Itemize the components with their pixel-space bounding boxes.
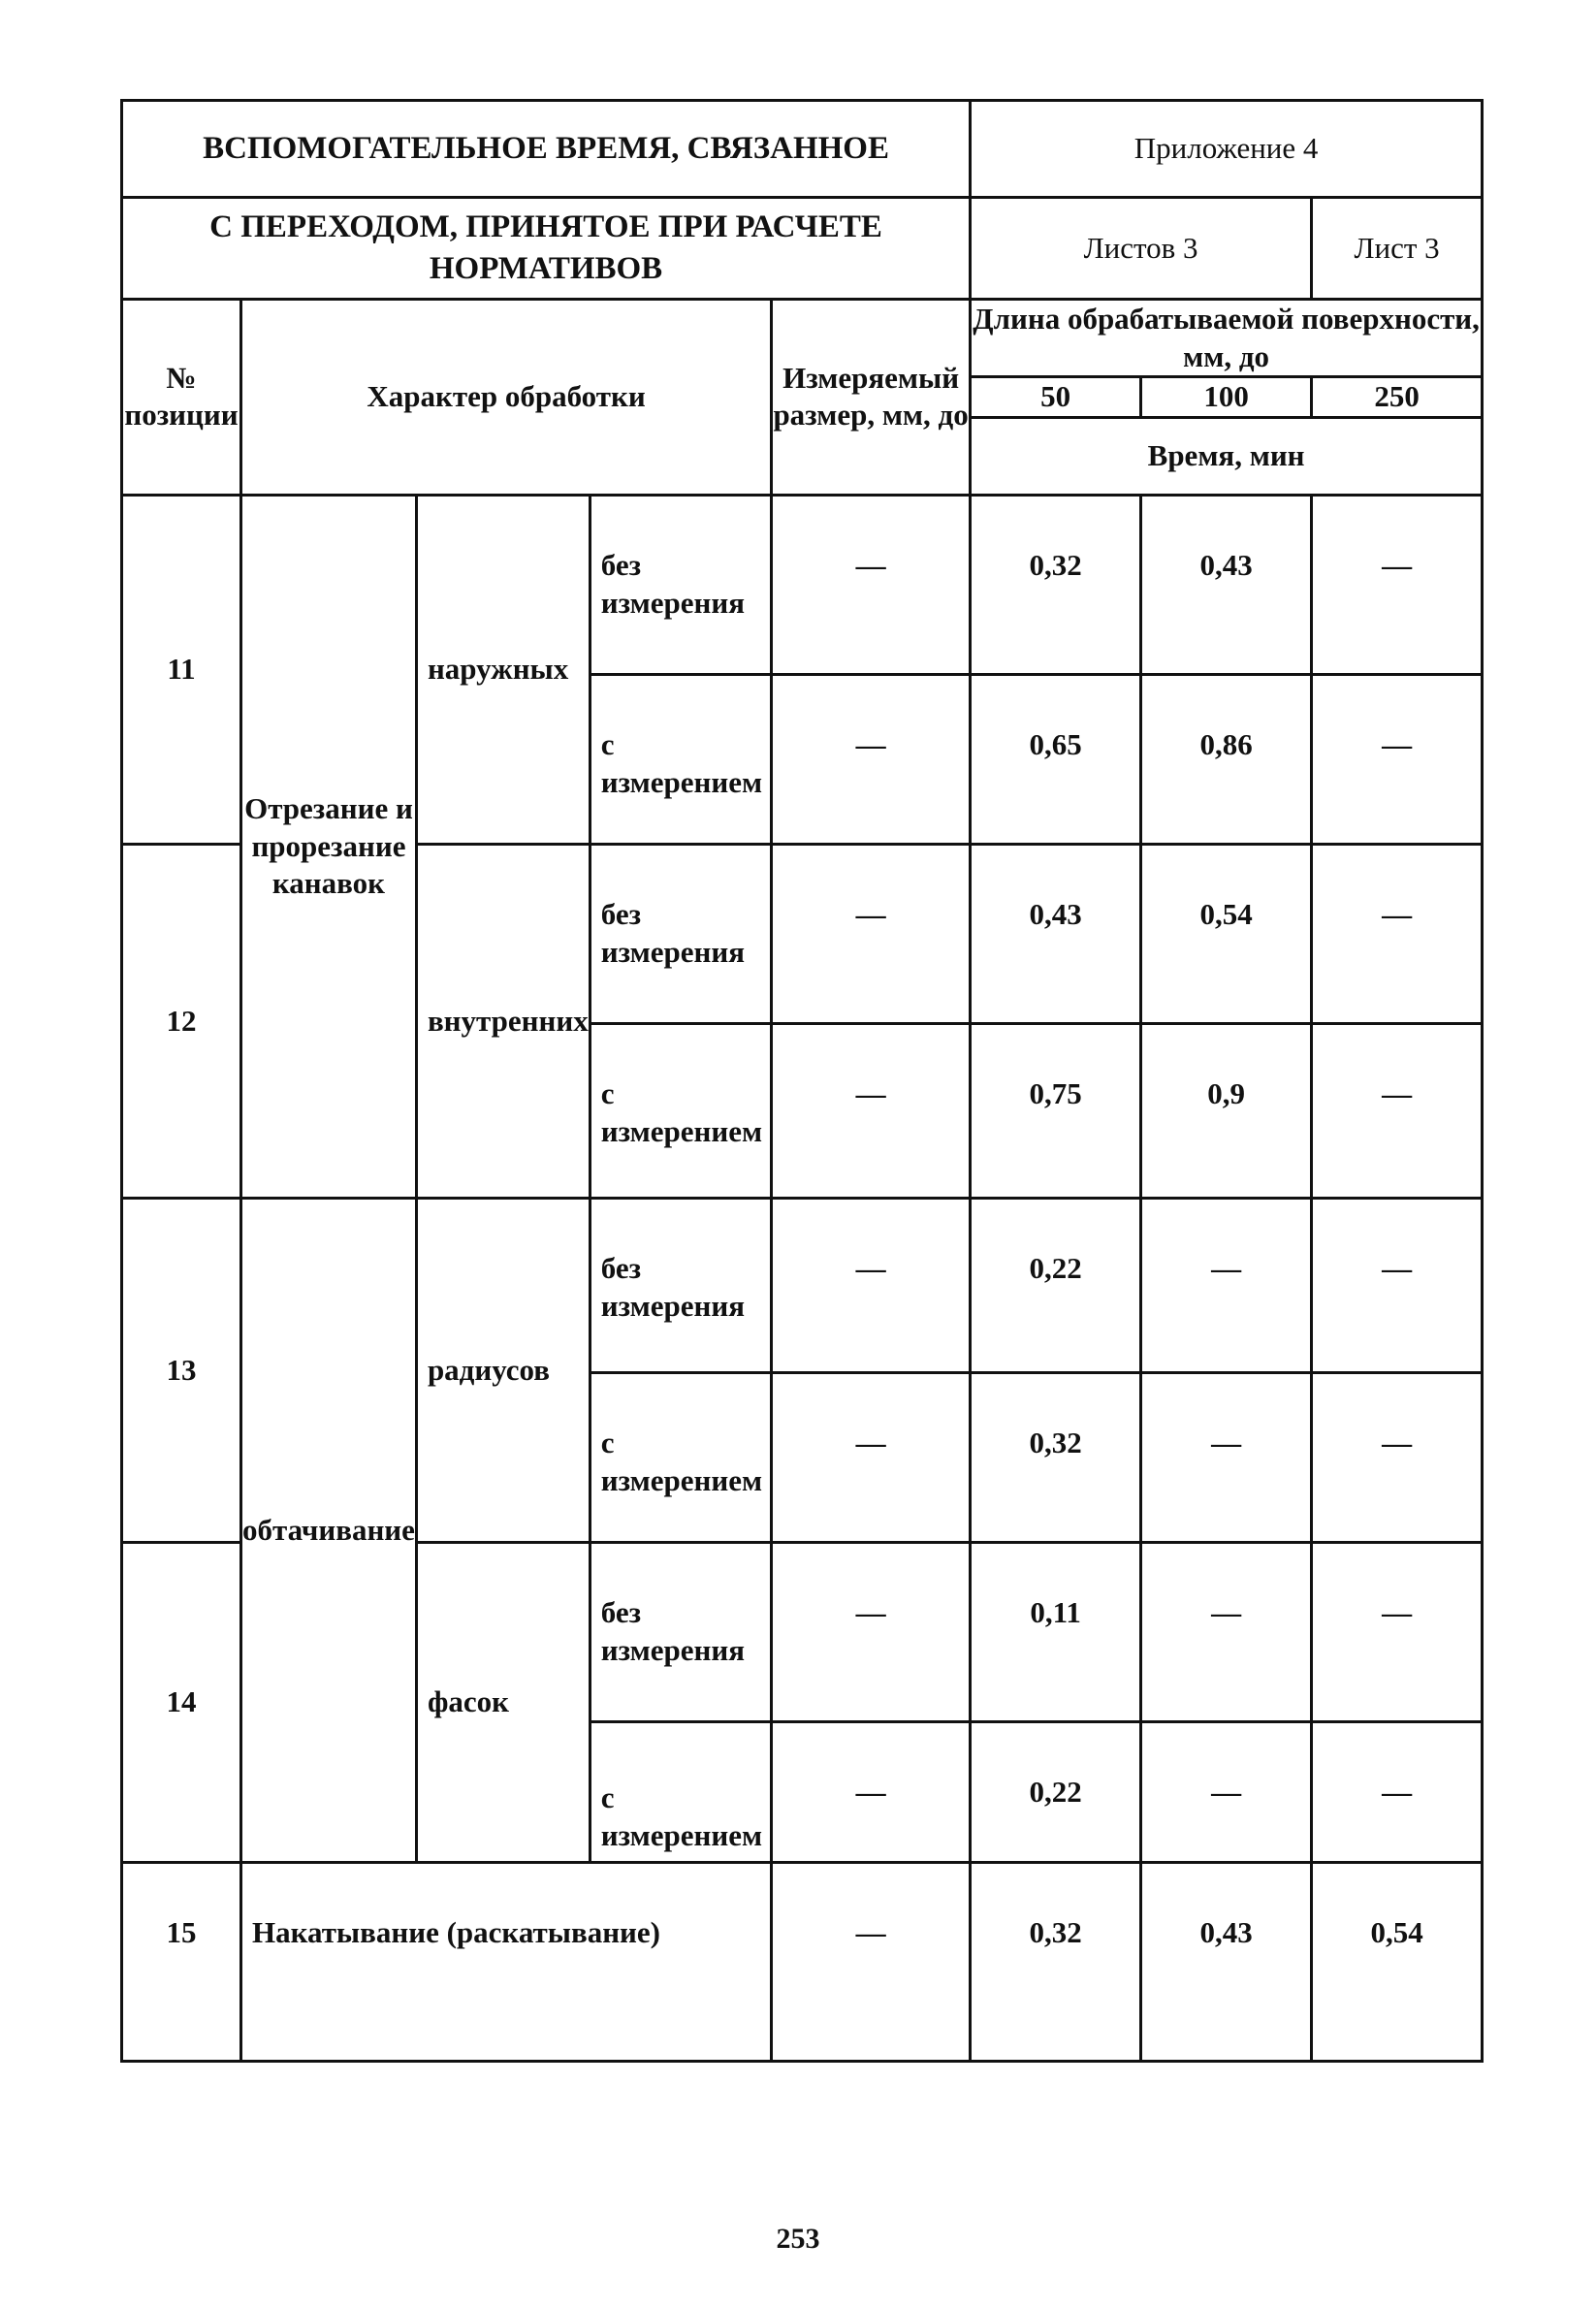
doc-title-line1: ВСПОМОГАТЕЛЬНОЕ ВРЕМЯ, СВЯЗАННОЕ [122, 101, 971, 198]
time-250: — [1312, 845, 1483, 1024]
time-100: 0,54 [1141, 845, 1312, 1024]
position-number: 12 [122, 845, 241, 1199]
measure-with: с измерением [590, 1722, 771, 1863]
time-100: — [1141, 1543, 1312, 1722]
time-250: — [1312, 675, 1483, 845]
time-100: — [1141, 1722, 1312, 1863]
time-100: 0,9 [1141, 1024, 1312, 1199]
subgroup-radii: радиусов [416, 1199, 590, 1543]
measure-with: с измерением [590, 1373, 771, 1543]
document-sheet [120, 99, 1484, 2063]
page-number: 253 [776, 2223, 820, 2255]
measured-size-value: — [772, 1722, 971, 1863]
time-50: 0,32 [971, 1863, 1141, 2062]
time-50: 0,32 [971, 496, 1141, 675]
process-rolling: Накатывание (раскатывание) [241, 1863, 772, 2062]
subgroup-inner: внутренних [416, 845, 590, 1199]
measure-with: с измерением [590, 675, 771, 845]
measured-size-value: — [772, 845, 971, 1024]
measure-without: без измерения [590, 496, 771, 675]
time-50: 0,43 [971, 845, 1141, 1024]
measure-without: без измерения [590, 845, 771, 1024]
table-row [122, 1199, 1483, 1373]
sheet-current: Лист 3 [1312, 198, 1483, 300]
time-50: 0,22 [971, 1722, 1141, 1863]
position-number: 11 [122, 496, 241, 845]
time-100: — [1141, 1199, 1312, 1373]
time-50: 0,65 [971, 675, 1141, 845]
time-250: — [1312, 1543, 1483, 1722]
time-250: — [1312, 1024, 1483, 1199]
measured-size-value: — [772, 1373, 971, 1543]
appendix-label: Приложение 4 [971, 101, 1483, 198]
time-250: — [1312, 1373, 1483, 1543]
time-50: 0,22 [971, 1199, 1141, 1373]
table-row [122, 1863, 1483, 2062]
position-number: 14 [122, 1543, 241, 1863]
time-50: 0,11 [971, 1543, 1141, 1722]
time-100: 0,86 [1141, 675, 1312, 845]
time-50: 0,75 [971, 1024, 1141, 1199]
measure-without: без измерения [590, 1543, 771, 1722]
position-number: 15 [122, 1863, 241, 2062]
time-100: — [1141, 1373, 1312, 1543]
col-length-50: 50 [971, 377, 1141, 418]
doc-title-line2: С ПЕРЕХОДОМ, ПРИНЯТОЕ ПРИ РАСЧЕТЕ НОРМАТИВОВ [122, 198, 971, 300]
time-100: 0,43 [1141, 1863, 1312, 2062]
group-turning: обтачивание [241, 1199, 417, 1863]
time-100: 0,43 [1141, 496, 1312, 675]
position-number: 13 [122, 1199, 241, 1543]
time-250: — [1312, 1722, 1483, 1863]
subgroup-chamfers: фасок [416, 1543, 590, 1863]
measure-with: с измерением [590, 1024, 771, 1199]
time-250: — [1312, 1199, 1483, 1373]
col-measured-size-header: Измеряемый размер, мм, до [772, 299, 971, 495]
time-250: — [1312, 496, 1483, 675]
measured-size-value: — [772, 1863, 971, 2062]
subgroup-outer: наружных [416, 496, 590, 845]
time-50: 0,32 [971, 1373, 1141, 1543]
measured-size-value: — [772, 1199, 971, 1373]
table-row [122, 496, 1483, 675]
measured-size-value: — [772, 1543, 971, 1722]
col-length-group-header: Длина обрабатываемой поверхности, мм, до [971, 299, 1483, 377]
col-character-header: Характер обработки [241, 299, 772, 495]
measured-size-value: — [772, 675, 971, 845]
measured-size-value: — [772, 496, 971, 675]
col-length-100: 100 [1141, 377, 1312, 418]
measured-size-value: — [772, 1024, 971, 1199]
measure-without: без измерения [590, 1199, 771, 1373]
time-250: 0,54 [1312, 1863, 1483, 2062]
col-length-250: 250 [1312, 377, 1483, 418]
group-cutting: Отрезание и прорезание канавок [241, 496, 417, 1199]
sheets-total: Листов 3 [971, 198, 1312, 300]
col-time-header: Время, мин [971, 418, 1483, 496]
col-position-header: № позиции [122, 299, 241, 495]
standards-table [120, 99, 1484, 2063]
